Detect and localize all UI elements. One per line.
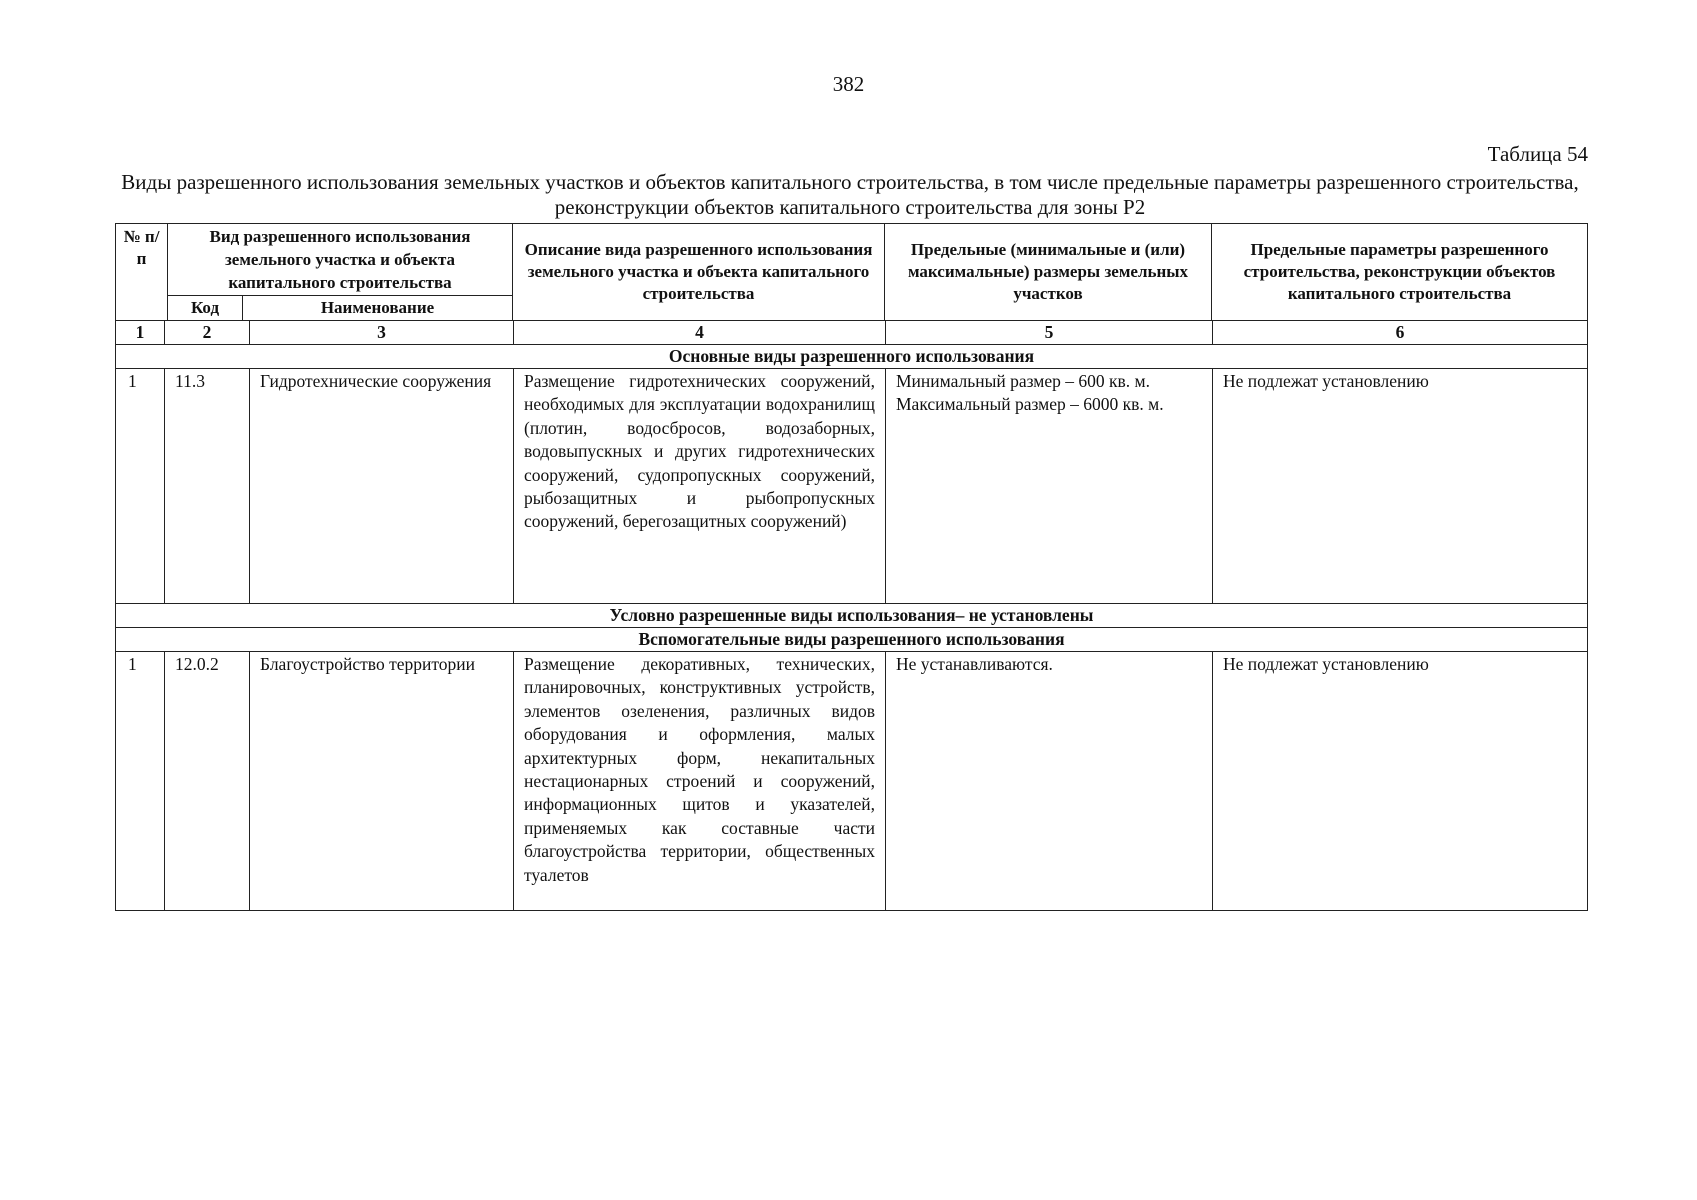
header-group: Вид разрешенного использования земельного участка и объекта капитального строительства bbox=[168, 224, 513, 296]
data-table bbox=[115, 320, 1588, 911]
column-number: 1 bbox=[116, 321, 165, 345]
row-description: Размещение гидротехнических сооружений, необходимых для эксплуатации водохранилищ (плотин, водосбросов, водозаборных, водовыпускных и других гидротехнических сооружений, судопропускных сооружений, рыбозащитных и рыбопропускных сооружений, берегозащитных сооружений) bbox=[514, 369, 886, 604]
row-sizes-min: Минимальный размер – 600 кв. м. bbox=[896, 371, 1150, 391]
row-num: 1 bbox=[116, 369, 165, 604]
row-code: 12.0.2 bbox=[165, 652, 250, 911]
row-sizes: Не устанавливаются. bbox=[886, 652, 1213, 911]
row-num: 1 bbox=[116, 652, 165, 911]
header-params: Предельные параметры разрешенного строительства, реконструкции объектов капитального строительства bbox=[1212, 224, 1588, 321]
table-row bbox=[116, 369, 1588, 604]
section-conditional: Условно разрешенные виды использования– не установлены bbox=[116, 604, 1588, 628]
section-row bbox=[116, 345, 1588, 369]
section-row bbox=[116, 628, 1588, 652]
header-code: Код bbox=[168, 296, 243, 321]
header-sizes: Предельные (минимальные и (или) максимальные) размеры земельных участков bbox=[885, 224, 1212, 321]
column-number-row bbox=[116, 321, 1588, 345]
row-description: Размещение декоративных, технических, планировочных, конструктивных устройств, элементов озеленения, различных видов оборудования и оформления, малых архитектурных форм, некапитальных нестационарных строений и сооружений, информационных щитов и указателей, применяемых как составные части благоустройства территории, общественных туалетов bbox=[514, 652, 886, 911]
row-sizes bbox=[886, 369, 1213, 604]
header-num: № п/п bbox=[116, 224, 168, 321]
row-name: Гидротехнические сооружения bbox=[250, 369, 514, 604]
row-code: 11.3 bbox=[165, 369, 250, 604]
header-name: Наименование bbox=[243, 296, 513, 321]
row-params: Не подлежат установлению bbox=[1213, 369, 1588, 604]
header-description: Описание вида разрешенного использования земельного участка и объекта капитального строительства bbox=[513, 224, 885, 321]
column-number: 3 bbox=[250, 321, 514, 345]
page-number: 382 bbox=[832, 72, 865, 96]
section-main: Основные виды разрешенного использования bbox=[116, 345, 1588, 369]
column-number: 6 bbox=[1213, 321, 1588, 345]
table-label: Таблица 54 bbox=[1487, 142, 1588, 166]
column-number: 2 bbox=[165, 321, 250, 345]
table-title: Виды разрешенного использования земельных участков и объектов капитального строительства, в том числе предельные параметры разрешенного строительства, реконструкции объектов капитального строительства для зоны Р2 bbox=[121, 170, 1579, 219]
column-number: 4 bbox=[514, 321, 886, 345]
table-header bbox=[115, 223, 1588, 321]
row-sizes-max: Максимальный размер – 6000 кв. м. bbox=[896, 394, 1164, 415]
column-number: 5 bbox=[886, 321, 1213, 345]
row-name: Благоустройство территории bbox=[250, 652, 514, 911]
section-row bbox=[116, 604, 1588, 628]
section-auxiliary: Вспомогательные виды разрешенного использования bbox=[116, 628, 1588, 652]
table-row bbox=[116, 652, 1588, 911]
row-params: Не подлежат установлению bbox=[1213, 652, 1588, 911]
